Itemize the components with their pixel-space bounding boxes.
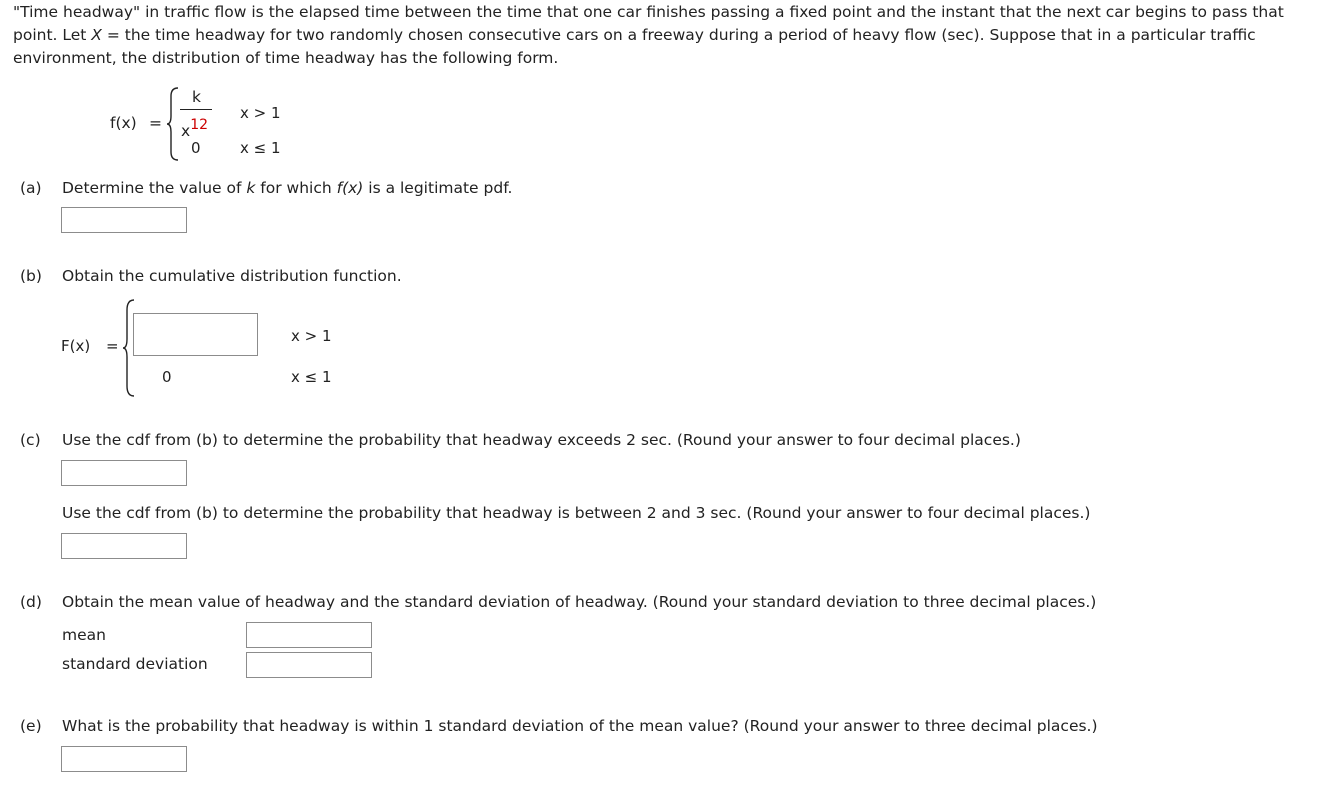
part-a-text-mid: for which (255, 179, 337, 197)
intro-variable: X (91, 26, 102, 44)
part-a-text-before: Determine the value of (62, 179, 247, 197)
sd-input[interactable] (246, 652, 372, 678)
mean-input[interactable] (246, 622, 372, 648)
part-c-question-1: Use the cdf from (b) to determine the probability that headway exceeds 2 sec. (Round your answer to four decimal places.) (62, 431, 1021, 449)
part-d-label: (d) (20, 593, 42, 611)
part-c-label: (c) (20, 431, 41, 449)
part-c-between-2-3-input[interactable] (61, 533, 187, 559)
pdf-numerator: k (192, 88, 201, 106)
sd-label: standard deviation (62, 655, 208, 673)
cdf-case1-condition: x > 1 (291, 327, 332, 345)
pdf-case1-condition: x > 1 (240, 104, 281, 122)
cdf-expression-input[interactable] (133, 313, 258, 356)
part-e-question: What is the probability that headway is within 1 standard deviation of the mean value? (Round your answer to three decimal places.) (62, 717, 1098, 735)
pdf-denominator (181, 117, 208, 140)
pdf-lhs: f(x) (110, 114, 137, 132)
part-a-fx: f(x) (336, 179, 364, 197)
part-a-label: (a) (20, 179, 42, 197)
part-e-probability-input[interactable] (61, 746, 187, 772)
problem-intro (13, 1, 1329, 70)
cdf-case2-value: 0 (162, 368, 172, 386)
part-b-question: Obtain the cumulative distribution function. (62, 267, 402, 285)
part-e-label: (e) (20, 717, 42, 735)
part-d-question: Obtain the mean value of headway and the standard deviation of headway. (Round your standard deviation to three decimal places.) (62, 593, 1097, 611)
part-a-k-input[interactable] (61, 207, 187, 233)
part-a-text-after: is a legitimate pdf. (363, 179, 513, 197)
pdf-case2-condition: x ≤ 1 (240, 139, 281, 157)
cdf-lhs: F(x) (61, 337, 91, 355)
pdf-fraction-bar (180, 109, 212, 110)
pdf-equals: = (149, 114, 162, 132)
mean-label: mean (62, 626, 106, 644)
part-c-question-2: Use the cdf from (b) to determine the probability that headway is between 2 and 3 sec. (Round your answer to four decimal places.) (62, 504, 1091, 522)
pdf-brace (166, 87, 180, 161)
part-a-question (62, 179, 512, 197)
part-c-exceeds-2-input[interactable] (61, 460, 187, 486)
pdf-case2-value: 0 (191, 139, 201, 157)
pdf-denominator-base: x (181, 122, 191, 140)
part-b-label: (b) (20, 267, 42, 285)
intro-text-1: "Time headway" in traffic flow is the elapsed time between the time that one car finishes passing a fixed point and the instant that the next car begins to pass that point. Let (13, 3, 1284, 44)
cdf-equals: = (106, 337, 119, 355)
cdf-case2-condition: x ≤ 1 (291, 368, 332, 386)
pdf-exponent: 12 (190, 117, 209, 133)
intro-text-2: = the time headway for two randomly chosen consecutive cars on a freeway during a period of heavy flow (sec). Suppose that in a particular traffic environment, the distribution of time headway has the following form. (13, 26, 1256, 67)
part-a-k: k (246, 179, 256, 197)
